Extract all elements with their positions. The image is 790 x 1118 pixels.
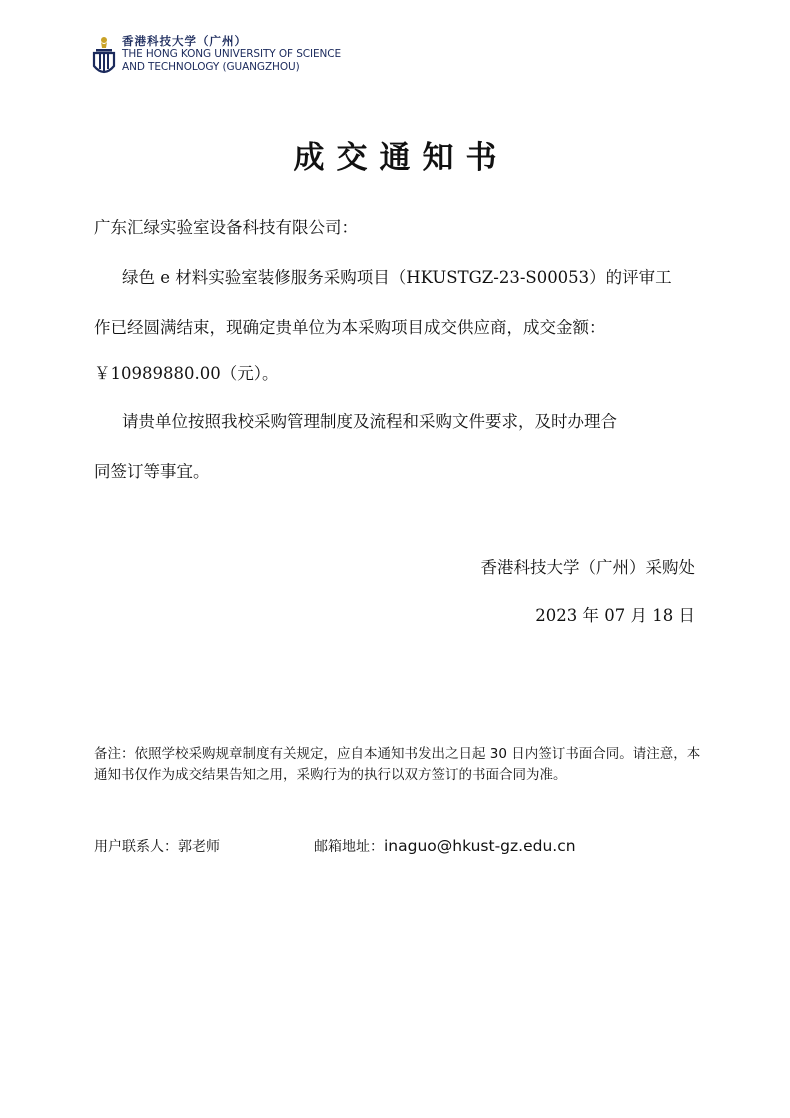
document-date: 2023 年 07 月 18 日 — [535, 606, 695, 625]
logo-english-name-line2: AND TECHNOLOGY (GUANGZHOU) — [122, 61, 300, 73]
paragraph-1-line-3: ￥10989880.00（元）。 — [94, 364, 279, 383]
email-address: inaguo@hkust-gz.edu.cn — [384, 837, 576, 855]
logo-chinese-name: 香港科技大学（广州） — [122, 34, 247, 48]
salutation: 广东汇绿实验室设备科技有限公司： — [94, 218, 358, 237]
signature: 香港科技大学（广州）采购处 — [480, 558, 695, 577]
paragraph-1-line-1: 绿色 e 材料实验室装修服务采购项目（HKUSTGZ-23-S00053）的评审工 — [122, 268, 672, 287]
contact-person: 用户联系人：郭老师 — [94, 839, 220, 855]
logo-english-name-line1: THE HONG KONG UNIVERSITY OF SCIENCE — [122, 48, 342, 60]
paragraph-2-line-1: 请贵单位按照我校采购管理制度及流程和采购文件要求，及时办理合 — [122, 412, 617, 431]
document-title: 成交通知书 — [293, 140, 509, 176]
paragraph-1-line-2: 作已经圆满结束，现确定贵单位为本采购项目成交供应商，成交金额： — [94, 318, 606, 337]
logo-text — [122, 34, 341, 74]
email-label: 邮箱地址： — [314, 839, 384, 855]
university-emblem-icon — [92, 36, 116, 76]
paragraph-2-line-2: 同签订等事宜。 — [94, 462, 210, 481]
university-logo — [92, 34, 362, 78]
contact-email-block — [314, 836, 576, 856]
note: 备注：依照学校采购规章制度有关规定，应自本通知书发出之日起 30 日内签订书面合同。请注意，本通知书仅作为成交结果告知之用，采购行为的执行以双方签订的书面合同为准。 — [94, 746, 701, 783]
